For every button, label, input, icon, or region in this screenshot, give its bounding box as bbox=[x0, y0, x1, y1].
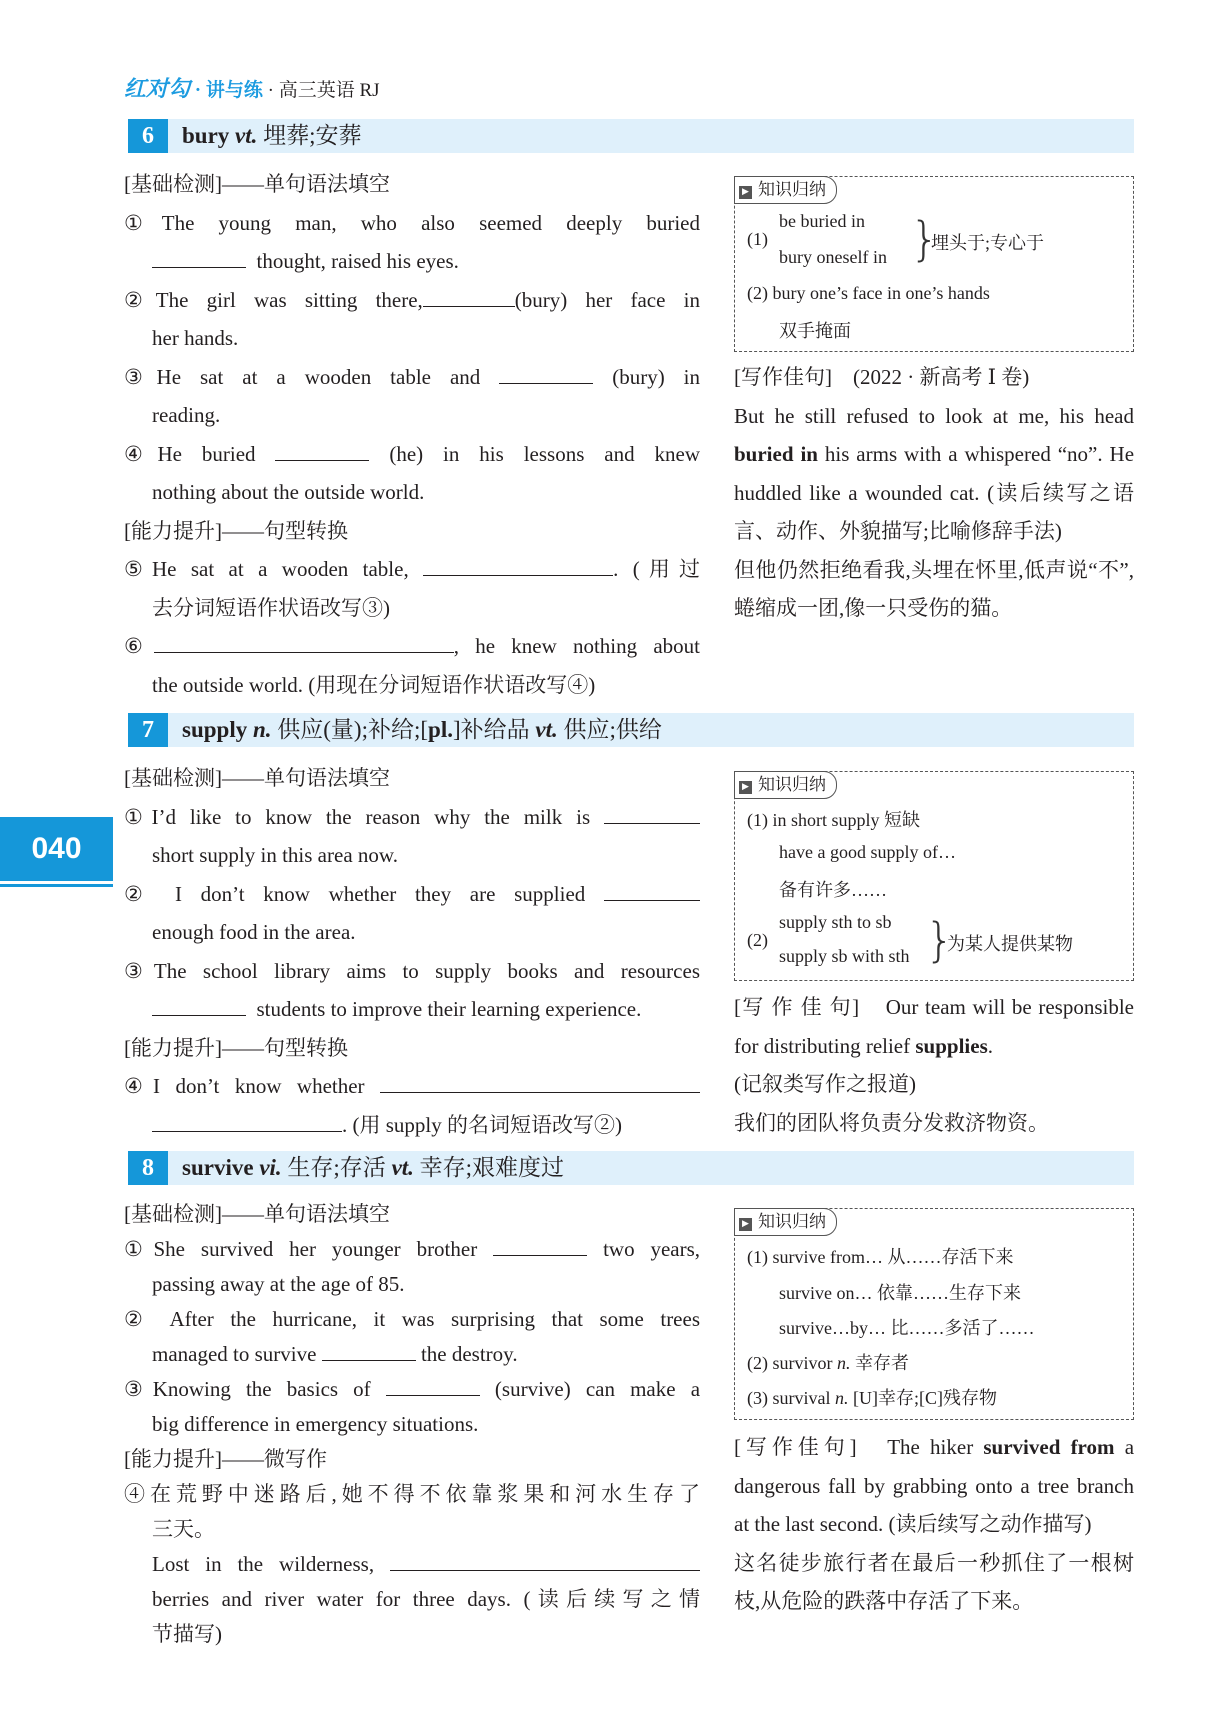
exercise-heading: [基础检测]——单句语法填空 bbox=[124, 1202, 390, 1226]
knowledge-tag: ▶ 知识归纳 bbox=[734, 1208, 837, 1236]
play-icon: ▶ bbox=[739, 781, 752, 794]
knowledge-box-8: ▶ 知识归纳 (1) survive from… 从……存活下来 survive on… 依靠……生存下来 survive…by… 比……多活了…… (2) survivor n. 幸存者 (3) survival n. [U]幸存;[C]残存物 bbox=[734, 1208, 1134, 1420]
question-6-cont: the outside world. (用现在分词短语作状语改写④) bbox=[152, 672, 596, 697]
edition: RJ bbox=[359, 80, 380, 101]
question-2: ② After the hurricane, it was surprising that some trees bbox=[124, 1307, 700, 1331]
question-3: ③Knowing the basics of (survive) can make a bbox=[124, 1377, 701, 1401]
book-title: 讲与练 bbox=[205, 80, 263, 101]
question-4-cont: 三天。 bbox=[152, 1517, 215, 1541]
question-1-cont: thought, raised his eyes. bbox=[124, 242, 700, 281]
example-translation: 这名徒步旅行者在最后一秒抓住了一根树枝,从危险的跌落中存活了下来。 bbox=[734, 1550, 1134, 1613]
question-3-cont: students to improve their learning experience. bbox=[124, 990, 700, 1029]
section-7-example bbox=[734, 988, 1134, 1142]
section-8-header bbox=[128, 1151, 1134, 1185]
question-4-cont: nothing about the outside world. bbox=[152, 480, 425, 504]
question-5: ⑤He sat at a wooden table, . (用过 bbox=[124, 557, 701, 581]
exercise-heading: [能力提升]——微写作 bbox=[124, 1447, 327, 1471]
section-number: 8 bbox=[128, 1151, 168, 1185]
section-7-exercises bbox=[124, 759, 700, 1144]
answer-blank[interactable] bbox=[380, 1072, 700, 1093]
question-1: ①She survived her younger brother two years, bbox=[124, 1237, 701, 1261]
brace-icon: } bbox=[925, 913, 955, 967]
answer-blank[interactable] bbox=[390, 1550, 700, 1571]
answer-blank[interactable] bbox=[423, 555, 613, 576]
question-3: ③The school library aims to supply books and resources bbox=[124, 958, 700, 983]
question-4-note: 节描写) bbox=[152, 1622, 222, 1646]
section-number: 7 bbox=[128, 713, 168, 747]
section-title: bury vt. 埋葬;安葬 bbox=[182, 123, 362, 148]
question-2-cont: managed to survive the destroy. bbox=[152, 1342, 518, 1366]
answer-blank[interactable] bbox=[423, 286, 515, 307]
example-translation: 但他仍然拒绝看我,头埋在怀里,低声说“不”,蜷缩成一团,像一只受伤的猫。 bbox=[734, 557, 1134, 620]
section-title: supply n. 供应(量);补给;[pl.]补给品 vt. 供应;供给 bbox=[182, 717, 662, 742]
question-4: ④I don’t know whether bbox=[124, 1067, 700, 1106]
answer-blank[interactable] bbox=[493, 1235, 587, 1256]
example-note: (记叙类写作之报道) bbox=[734, 1072, 916, 1096]
question-6: ⑥ , he knew nothing about bbox=[124, 634, 701, 658]
question-2: ②The girl was sitting there, (bury) her face in bbox=[124, 287, 700, 312]
page-header: 红对勾 · 讲与练 · 高三英语 RJ bbox=[124, 76, 380, 101]
question-4-prompt-cont: berries and river water for three days. (读后续写之情 bbox=[152, 1587, 700, 1611]
answer-blank[interactable] bbox=[152, 247, 246, 268]
knowledge-box-7: ▶ 知识归纳 (1) in short supply 短缺 have a good supply of… 备有许多…… (2) supply sth to sb supply sb with sth } 为某人提供某物 bbox=[734, 771, 1134, 981]
question-1-cont: passing away at the age of 85. bbox=[152, 1272, 405, 1296]
answer-blank[interactable] bbox=[152, 995, 246, 1016]
example-sentence: But he still refused to look at me, his head buried in his arms with a whispered “no”. He huddled like a wounded cat. (读后续写之语言、动作、外貌描写;比喻修辞手法) bbox=[734, 403, 1135, 543]
answer-blank[interactable] bbox=[322, 1340, 416, 1361]
answer-blank[interactable] bbox=[604, 880, 700, 901]
section-number: 6 bbox=[128, 119, 168, 153]
question-3-cont: big difference in emergency situations. bbox=[152, 1412, 479, 1436]
question-3-cont: reading. bbox=[152, 403, 221, 427]
knowledge-tag: ▶ 知识归纳 bbox=[734, 176, 837, 204]
question-4: ④在荒野中迷路后,她不得不依靠浆果和河水生存了 bbox=[124, 1482, 700, 1506]
answer-blank[interactable] bbox=[275, 440, 369, 461]
example-translation: 我们的团队将负责分发救济物资。 bbox=[734, 1110, 1049, 1135]
exercise-heading: [能力提升]——句型转换 bbox=[124, 1035, 348, 1060]
subject: 高三英语 bbox=[278, 80, 355, 101]
answer-blank[interactable] bbox=[152, 1111, 342, 1132]
question-2: ② I don’t know whether they are supplied bbox=[124, 875, 700, 914]
brace-icon: } bbox=[910, 212, 940, 266]
answer-blank[interactable] bbox=[604, 803, 700, 824]
section-7-header bbox=[128, 713, 1134, 747]
knowledge-tag: ▶ 知识归纳 bbox=[734, 771, 837, 799]
question-4-cont: . (用 supply 的名词短语改写②) bbox=[124, 1106, 700, 1145]
question-4: ④He buried (he) in his lessons and knew bbox=[124, 441, 700, 466]
example-label: [写作佳句] (2022 · 新高考 Ⅰ 卷) bbox=[734, 365, 1030, 389]
page-number: 040 bbox=[0, 817, 113, 881]
example-sentence: [写作佳句] The hiker survived from a dangerous fall by grabbing onto a tree branch at the last second. (读后续写之动作描写) bbox=[734, 1435, 1135, 1536]
question-2-cont: enough food in the area. bbox=[152, 920, 356, 944]
question-5-cont: 去分词短语作状语改写③) bbox=[152, 595, 390, 620]
exercise-heading: [基础检测]——单句语法填空 bbox=[124, 172, 390, 196]
play-icon: ▶ bbox=[739, 1218, 752, 1231]
section-6-exercises bbox=[124, 165, 700, 704]
brand-logo: 红对勾 bbox=[124, 76, 191, 101]
section-6-header bbox=[128, 119, 1134, 153]
section-6-example bbox=[734, 358, 1134, 628]
exercise-heading: [能力提升]——句型转换 bbox=[124, 518, 348, 543]
answer-blank[interactable] bbox=[154, 632, 454, 653]
question-1-cont: short supply in this area now. bbox=[152, 843, 398, 867]
play-icon: ▶ bbox=[739, 186, 752, 199]
question-1: ①The young man, who also seemed deeply buried bbox=[124, 210, 700, 235]
question-4-prompt: Lost in the wilderness, bbox=[124, 1547, 700, 1582]
section-8-example bbox=[734, 1428, 1134, 1621]
page-number-underline bbox=[0, 884, 113, 887]
question-1: ①I’d like to know the reason why the milk is bbox=[124, 798, 700, 837]
knowledge-box-6: ▶ 知识归纳 (1) be buried in bury oneself in } 埋头于;专心于 (2) bury one’s face in one’s hands 双手掩面 bbox=[734, 176, 1134, 352]
example-sentence: [写 作 佳 句] Our team will be responsible for distributing relief supplies. bbox=[734, 995, 1135, 1058]
section-8-exercises bbox=[124, 1197, 700, 1652]
section-title: survive vi. 生存;存活 vt. 幸存;艰难度过 bbox=[182, 1155, 565, 1180]
question-3: ③He sat at a wooden table and (bury) in bbox=[124, 364, 700, 389]
answer-blank[interactable] bbox=[499, 363, 593, 384]
exercise-heading: [基础检测]——单句语法填空 bbox=[124, 766, 390, 790]
answer-blank[interactable] bbox=[386, 1375, 480, 1396]
question-2-cont: her hands. bbox=[152, 326, 239, 350]
